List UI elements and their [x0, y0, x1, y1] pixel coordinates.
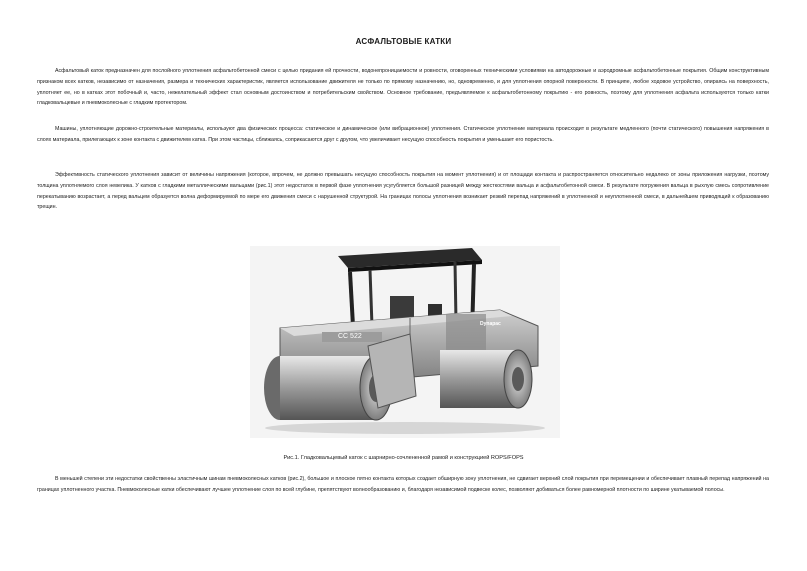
road-roller-illustration	[250, 246, 560, 438]
document-title: АСФАЛЬТОВЫЕ КАТКИ	[355, 37, 452, 46]
model-label: CC 522	[338, 333, 362, 340]
roller-photo	[250, 246, 560, 438]
paragraph-3: Эффективность статического уплотнения зависит от величины напряжения (которое, впрочем, не должно превышать несущую способность покрытия на момент уплотнения) и от площади контакта и распространяется относительно недалеко от зоны приложения нагрузки, поэтому толщина уплотняемого слоя невелика. У катков с гладкими металлическими вальцами (рис.1) этот недостаток в первой фазе уплотнения усугубляется большой разницей между жесткостями вальца и асфальтобетонной смеси. В результате погружения вальца в рыхлую смесь сопротивление перекатыванию возрастает, а перед вальцем образуется волна деформируемой по мере его движения смеси с нарушенной структурой. На границах полосы уплотнения возникает резкий перепад напряжений в уплотненной и неуплотненной смеси, в дальнейшем приводящий к образованию трещин.	[37, 172, 769, 211]
paragraph-2: Машины, уплотняющие дорожно-строительные материалы, используют два физических процесса: статическое и динамическое (или вибрационное) уплотнения. Статическое уплотнение материала происходит в результате медленного (почти статического) повышения напряжения в слоях материала, прилегающих к зоне контакта с движителем катка. При этом частицы, сближаясь, соприкасаются друг с другом, что увеличивает несущую способность покрытия и уменьшает его пористость.	[37, 126, 769, 143]
paragraph-1: Асфальтовый каток предназначен для послойного уплотнения асфальтобетонной смеси с целью придания ей прочности, водонепроницаемости и ровности, оговоренных техническими условиями на автодорожные и аэродромные асфальтобетонные покрытия. Общим конструктивным признаком всех катков, независимо от назначения, размера и технических характеристик, является использование движителя не только по прямому назначению, но, одновременно, и для уплотнения опорной поверхности. В принципе, любое ходовое устройство, опираясь на поверхность, уплотняет ее, но в катках этот побочный и, часто, нежелательный эффект стал основным достоинством и потребительским свойством. Основное требование, предъявляемое к асфальтобетонному покрытию - его ровность, поэтому для уплотнения асфальта используются только катки гладковальцевые и пневмоколесные с гладким протектором.	[37, 68, 769, 107]
paragraph-4: В меньшей степени эти недостатки свойственны эластичным шинам пневмоколесных катков (рис.2), большое и плоское пятно контакта которых создает обширную зону уплотнения, не сдвигает верхний слой покрытия при перемещении и обеспечивает плавный перепад напряжений на границах уплотненного участка. Пневмоколесные катки обеспечивают лучшее уплотнение слоя по всей глубине, препятствуют волнообразованию и, благодаря независимой подвеске колес, позволяют добиваться более равномерной плотности по ширине укатываемой полосы.	[37, 476, 769, 493]
brand-label: Dynapac	[480, 321, 501, 327]
figure-caption: Рис.1. Гладковальцевый каток с шарнирно-сочлененной рамой и конструкцией ROPS/FOPS	[283, 455, 524, 461]
